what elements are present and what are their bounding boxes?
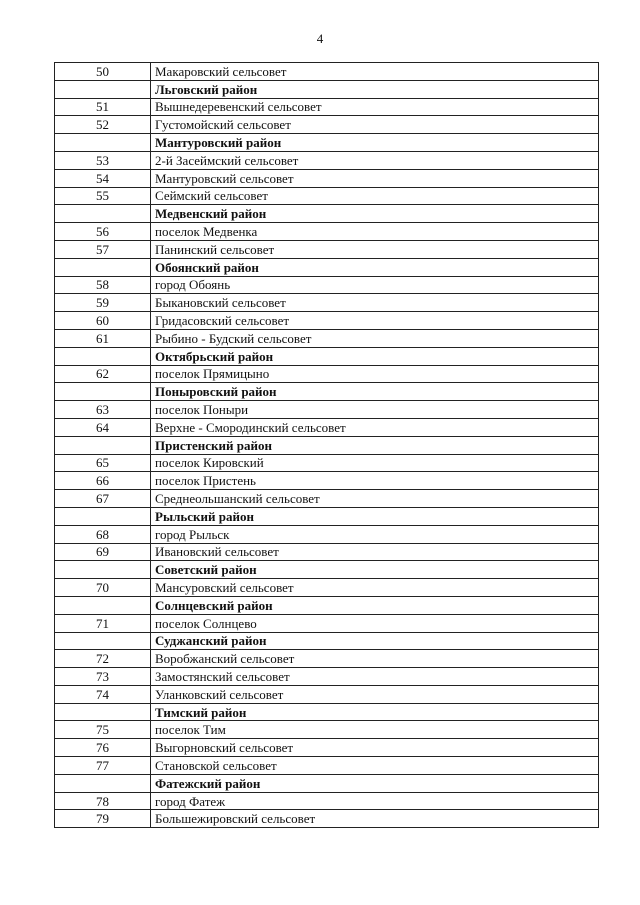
- settlement-name: поселок Прямицыно: [151, 365, 599, 383]
- settlement-name: Мантуровский сельсовет: [151, 169, 599, 187]
- table-row: [55, 650, 599, 668]
- row-number: [55, 383, 151, 401]
- settlement-name: Гридасовский сельсовет: [151, 312, 599, 330]
- district-name: Поныровский район: [151, 383, 599, 401]
- settlement-name: поселок Медвенка: [151, 223, 599, 241]
- settlement-name: Замостянский сельсовет: [151, 668, 599, 686]
- district-name: Мантуровский район: [151, 134, 599, 152]
- table-row: [55, 490, 599, 508]
- row-number: [55, 774, 151, 792]
- table-row: [55, 240, 599, 258]
- row-number: [55, 596, 151, 614]
- row-number: 71: [55, 614, 151, 632]
- settlement-name: Верхне - Смородинский сельсовет: [151, 418, 599, 436]
- district-name: Обоянский район: [151, 258, 599, 276]
- table-row: [55, 276, 599, 294]
- district-header-row: [55, 596, 599, 614]
- settlement-name: Панинский сельсовет: [151, 240, 599, 258]
- district-name: Пристенский район: [151, 436, 599, 454]
- settlement-name: поселок Солнцево: [151, 614, 599, 632]
- district-name: Фатежский район: [151, 774, 599, 792]
- district-header-row: [55, 774, 599, 792]
- table-row: [55, 810, 599, 828]
- district-header-row: [55, 703, 599, 721]
- district-header-row: [55, 632, 599, 650]
- district-name: Льговский район: [151, 80, 599, 98]
- row-number: [55, 134, 151, 152]
- row-number: 52: [55, 116, 151, 134]
- row-number: 58: [55, 276, 151, 294]
- row-number: 79: [55, 810, 151, 828]
- settlement-name: Воробжанский сельсовет: [151, 650, 599, 668]
- settlement-name: Большежировский сельсовет: [151, 810, 599, 828]
- row-number: 74: [55, 685, 151, 703]
- district-header-row: [55, 561, 599, 579]
- table-row: [55, 151, 599, 169]
- row-number: 75: [55, 721, 151, 739]
- row-number: 72: [55, 650, 151, 668]
- settlement-name: 2-й Засеймский сельсовет: [151, 151, 599, 169]
- table-row: [55, 721, 599, 739]
- district-header-row: [55, 383, 599, 401]
- row-number: 70: [55, 579, 151, 597]
- table-row: [55, 668, 599, 686]
- district-name: Тимский район: [151, 703, 599, 721]
- page-number: 4: [316, 31, 324, 46]
- settlement-name: Сеймский сельсовет: [151, 187, 599, 205]
- row-number: 57: [55, 240, 151, 258]
- table-row: [55, 472, 599, 490]
- settlement-name: Быкановский сельсовет: [151, 294, 599, 312]
- settlement-name: поселок Тим: [151, 721, 599, 739]
- settlement-name: Выгорновский сельсовет: [151, 739, 599, 757]
- settlement-name: Уланковский сельсовет: [151, 685, 599, 703]
- row-number: 66: [55, 472, 151, 490]
- row-number: 60: [55, 312, 151, 330]
- district-name: Суджанский район: [151, 632, 599, 650]
- settlement-name: Ивановский сельсовет: [151, 543, 599, 561]
- table-row: [55, 365, 599, 383]
- settlement-name: Среднеольшанский сельсовет: [151, 490, 599, 508]
- settlement-name: Макаровский сельсовет: [151, 63, 599, 81]
- table-row: [55, 792, 599, 810]
- row-number: 65: [55, 454, 151, 472]
- table-row: [55, 116, 599, 134]
- settlement-name: город Обоянь: [151, 276, 599, 294]
- municipality-table: [54, 62, 599, 828]
- row-number: [55, 80, 151, 98]
- row-number: 78: [55, 792, 151, 810]
- table-row: [55, 454, 599, 472]
- row-number: 61: [55, 329, 151, 347]
- district-header-row: [55, 80, 599, 98]
- district-name: Солнцевский район: [151, 596, 599, 614]
- table-row: [55, 98, 599, 116]
- settlement-name: город Фатеж: [151, 792, 599, 810]
- table-row: [55, 63, 599, 81]
- table-row: [55, 543, 599, 561]
- row-number: 69: [55, 543, 151, 561]
- row-number: [55, 632, 151, 650]
- table-row: [55, 739, 599, 757]
- table-row: [55, 223, 599, 241]
- table-row: [55, 169, 599, 187]
- table-row: [55, 614, 599, 632]
- table-row: [55, 329, 599, 347]
- row-number: 54: [55, 169, 151, 187]
- table-row: [55, 579, 599, 597]
- row-number: [55, 703, 151, 721]
- settlement-name: поселок Кировский: [151, 454, 599, 472]
- district-header-row: [55, 436, 599, 454]
- row-number: 53: [55, 151, 151, 169]
- row-number: [55, 436, 151, 454]
- row-number: 51: [55, 98, 151, 116]
- district-header-row: [55, 347, 599, 365]
- row-number: [55, 205, 151, 223]
- settlement-name: Мансуровский сельсовет: [151, 579, 599, 597]
- district-name: Советский район: [151, 561, 599, 579]
- row-number: 76: [55, 739, 151, 757]
- settlement-name: Рыбино - Будский сельсовет: [151, 329, 599, 347]
- table-row: [55, 685, 599, 703]
- table-row: [55, 525, 599, 543]
- table-row: [55, 312, 599, 330]
- district-header-row: [55, 134, 599, 152]
- row-number: 62: [55, 365, 151, 383]
- table-row: [55, 757, 599, 775]
- table-row: [55, 294, 599, 312]
- district-header-row: [55, 507, 599, 525]
- row-number: 68: [55, 525, 151, 543]
- settlement-name: Вышнедеревенский сельсовет: [151, 98, 599, 116]
- row-number: 50: [55, 63, 151, 81]
- row-number: [55, 561, 151, 579]
- settlement-name: поселок Поныри: [151, 401, 599, 419]
- row-number: [55, 507, 151, 525]
- row-number: 56: [55, 223, 151, 241]
- table-body: [55, 63, 599, 828]
- table-row: [55, 187, 599, 205]
- district-name: Медвенский район: [151, 205, 599, 223]
- row-number: [55, 347, 151, 365]
- table-row: [55, 418, 599, 436]
- settlement-name: Густомойский сельсовет: [151, 116, 599, 134]
- row-number: 55: [55, 187, 151, 205]
- district-header-row: [55, 205, 599, 223]
- district-name: Рыльский район: [151, 507, 599, 525]
- row-number: 77: [55, 757, 151, 775]
- district-header-row: [55, 258, 599, 276]
- settlement-name: Становской сельсовет: [151, 757, 599, 775]
- settlement-name: город Рыльск: [151, 525, 599, 543]
- row-number: 67: [55, 490, 151, 508]
- table-row: [55, 401, 599, 419]
- row-number: 73: [55, 668, 151, 686]
- row-number: 63: [55, 401, 151, 419]
- row-number: 59: [55, 294, 151, 312]
- settlement-name: поселок Пристень: [151, 472, 599, 490]
- row-number: 64: [55, 418, 151, 436]
- district-name: Октябрьский район: [151, 347, 599, 365]
- row-number: [55, 258, 151, 276]
